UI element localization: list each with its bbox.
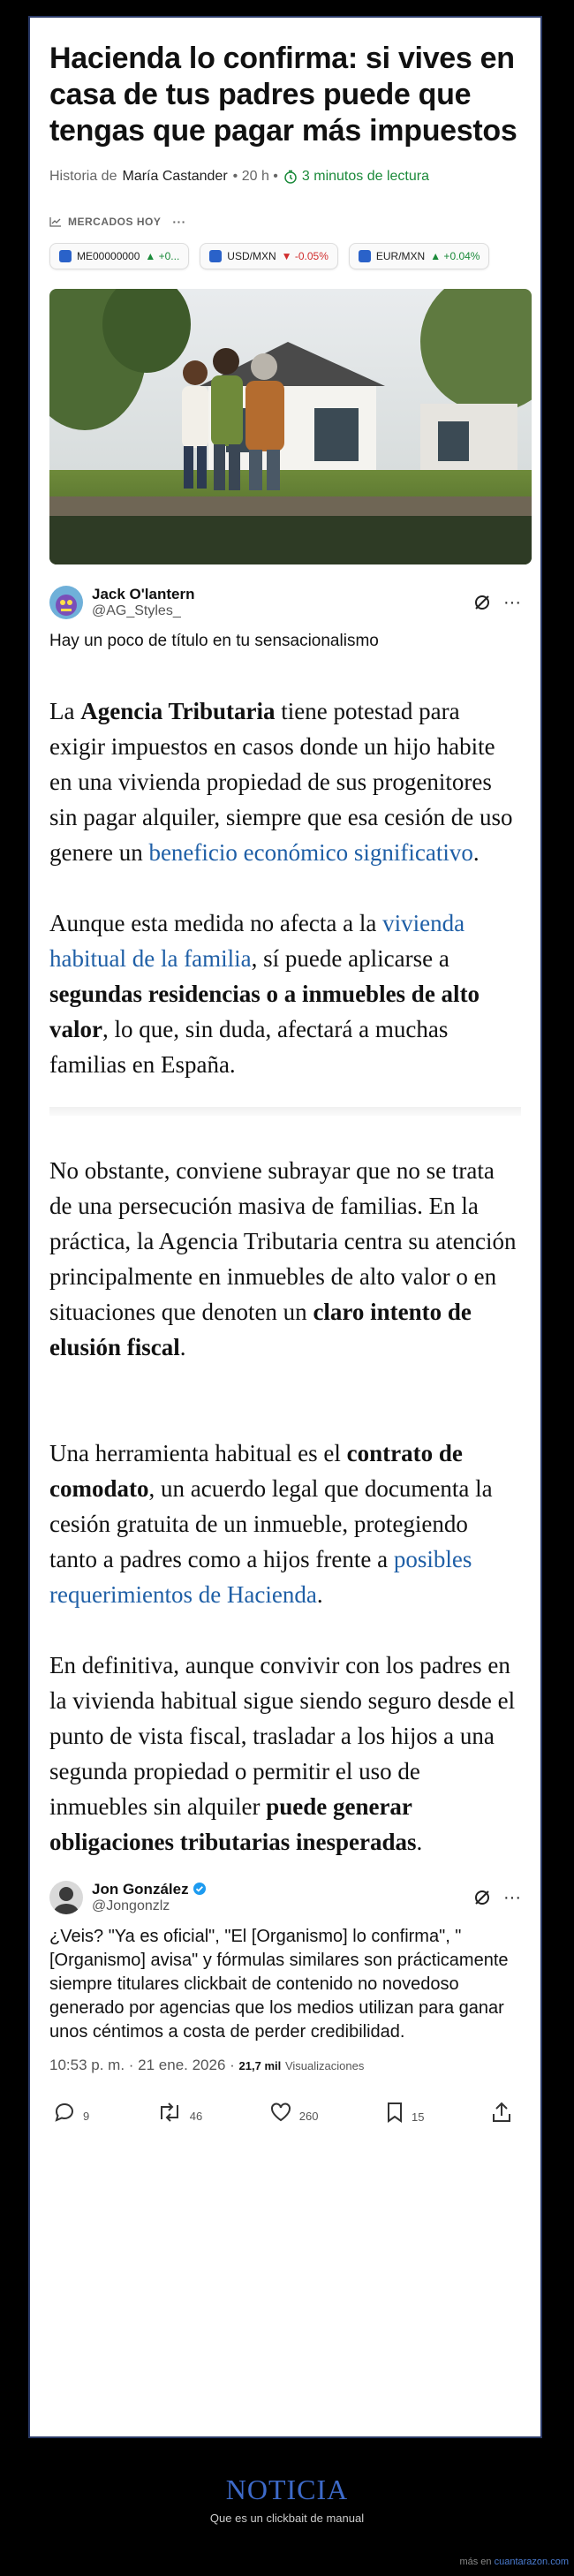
ticker-symbol: ME00000000 bbox=[77, 250, 140, 262]
ticker-symbol: EUR/MXN bbox=[375, 250, 426, 262]
post-subtitle: Que es un clickbait de manual bbox=[209, 2512, 365, 2525]
post-category[interactable]: NOTICIA bbox=[225, 2474, 349, 2505]
user-handle[interactable]: @Jongonzlz bbox=[92, 1898, 170, 1913]
retweet-icon bbox=[156, 2102, 183, 2123]
ticker-chart-icon bbox=[209, 250, 222, 262]
tweet-jon bbox=[30, 1881, 540, 2124]
paragraph bbox=[49, 1648, 521, 1860]
tweet-actions bbox=[49, 2101, 521, 2124]
avatar[interactable] bbox=[49, 1881, 83, 1914]
tweet-meta bbox=[49, 2057, 521, 2074]
bold-text: claro intento de elusión fiscal bbox=[49, 1299, 472, 1360]
paragraph bbox=[49, 693, 521, 870]
clock-icon bbox=[283, 170, 298, 184]
text-span: , un acuerdo legal que documenta la cesión gratuita de un inmueble, protegiendo tanto a padres como a hijos frente a bbox=[49, 1475, 493, 1572]
article-body bbox=[30, 693, 540, 1082]
bookmark-icon bbox=[385, 2101, 404, 2124]
ticker-change: ▲ +0... bbox=[145, 250, 180, 262]
tweet-text: Hay un poco de título en tu sensacionalismo bbox=[49, 632, 379, 650]
retweet-button[interactable] bbox=[156, 2102, 202, 2123]
verified-badge-icon bbox=[193, 1882, 207, 1896]
display-name[interactable]: Jack O'lantern bbox=[92, 586, 195, 602]
more-dots-icon[interactable]: ··· bbox=[172, 215, 186, 229]
tweet-header-actions bbox=[473, 1888, 521, 1908]
tweet-author bbox=[92, 586, 473, 619]
text-span: . bbox=[179, 1334, 186, 1360]
ticker-change: ▼ -0.05% bbox=[281, 250, 329, 262]
text-span: No obstante, conviene subrayar que no se trata de una persecución masiva de familias. En la práctica, la Agencia Tributaria centra su atención principalmente en inmuebles de alto valor o en situaciones que denoten un bbox=[49, 1157, 517, 1325]
reply-icon bbox=[53, 2102, 76, 2123]
read-time-label: 3 minutos de lectura bbox=[301, 169, 429, 184]
text-span: , lo que, sin duda, afectará a muchas familias en España. bbox=[49, 1016, 449, 1078]
avatar[interactable] bbox=[49, 586, 83, 619]
views-count: 21,7 mil bbox=[238, 2059, 282, 2072]
article-hero-image bbox=[49, 289, 532, 564]
section-divider bbox=[49, 1107, 521, 1116]
screenshot-frame bbox=[28, 16, 542, 2438]
article-headline: Hacienda lo confirma: si vives en casa de tus padres puede que tengas que pagar más impuestos bbox=[49, 42, 517, 148]
footer-prefix: más en bbox=[459, 2557, 492, 2567]
site-footer bbox=[459, 2557, 569, 2567]
tweet-header bbox=[49, 1881, 521, 1914]
markets-section bbox=[49, 215, 521, 269]
read-time bbox=[283, 169, 429, 185]
bold-text: segundas residencias o a inmuebles de alto valor bbox=[49, 981, 480, 1042]
paragraph bbox=[49, 1436, 521, 1612]
text-span: La bbox=[49, 698, 81, 724]
inline-link[interactable]: beneficio económico significativo bbox=[148, 839, 473, 866]
ticker-chip[interactable] bbox=[349, 243, 490, 269]
bold-text: Agencia Tributaria bbox=[80, 698, 276, 724]
bold-text: contrato de comodato bbox=[49, 1440, 463, 1502]
text-span: Una herramienta habitual es el bbox=[49, 1440, 347, 1466]
inline-link[interactable]: vivienda habitual de la familia bbox=[49, 910, 465, 972]
grok-icon[interactable] bbox=[473, 594, 491, 611]
user-handle[interactable]: @AG_Styles_ bbox=[92, 603, 181, 618]
article-body-continued bbox=[30, 1153, 540, 1860]
author-name[interactable]: María Castander bbox=[122, 169, 228, 184]
family-house-photo bbox=[49, 289, 532, 564]
tweet-author bbox=[92, 1881, 473, 1914]
publish-time: • 20 h • bbox=[232, 169, 278, 184]
tweet-jack bbox=[30, 586, 540, 653]
share-button[interactable] bbox=[491, 2101, 512, 2124]
text-span: tiene potestad para exigir impuestos en casos donde un hijo habite en una vivienda propiedad de sus progenitores sin pagar alquiler, siempre que esa cesión de uso genere un bbox=[49, 698, 513, 866]
text-span: Aunque esta medida no afecta a la bbox=[49, 910, 383, 936]
grok-icon[interactable] bbox=[473, 1889, 491, 1906]
like-count: 260 bbox=[298, 2110, 319, 2123]
ticker-list bbox=[49, 243, 521, 269]
chart-line-icon bbox=[49, 216, 62, 227]
text-span: . bbox=[316, 1581, 323, 1608]
ticker-chip[interactable] bbox=[200, 243, 338, 269]
views-label: Visualizaciones bbox=[284, 2059, 365, 2072]
text-span: . bbox=[416, 1829, 423, 1855]
byline bbox=[49, 169, 521, 185]
ticker-change: ▲ +0.04% bbox=[430, 250, 480, 262]
post-caption bbox=[0, 2474, 574, 2525]
user-avatar-icon bbox=[49, 1881, 83, 1914]
bold-text: puede generar obligaciones tributarias inesperadas bbox=[49, 1793, 417, 1855]
tweet-header bbox=[49, 586, 521, 619]
ticker-chart-icon bbox=[359, 250, 371, 262]
heart-icon bbox=[269, 2102, 292, 2123]
tweet-text: ¿Veis? "Ya es oficial", "El [Organismo] lo confirma", "[Organismo] avisa" y fórmulas similares son prácticamente siempre titulares clickbait de contenido no novedoso generado por agencias que los medios utilizan para ganar unos céntimos a costa de perder credibilidad. bbox=[49, 1927, 509, 2042]
text-span: . bbox=[472, 839, 480, 866]
pumpkin-avatar-icon bbox=[49, 586, 83, 619]
share-icon bbox=[491, 2101, 512, 2124]
display-name[interactable]: Jon González bbox=[92, 1881, 189, 1898]
bookmark-count: 15 bbox=[412, 2110, 425, 2124]
like-button[interactable] bbox=[269, 2102, 319, 2123]
tweet-header-actions bbox=[473, 593, 521, 613]
retweet-count: 46 bbox=[189, 2110, 203, 2123]
text-span: En definitiva, aunque convivir con los padres en la vivienda habitual sigue siendo seguro desde el punto de vista fiscal, trasladar a los hijos a una segunda propiedad o permitir el uso de inmuebles sin alquiler bbox=[49, 1652, 516, 1820]
reply-button[interactable] bbox=[53, 2102, 89, 2123]
byline-prefix: Historia de bbox=[49, 169, 117, 184]
inline-link[interactable]: posibles requerimientos de Hacienda bbox=[49, 1546, 472, 1608]
ticker-chip[interactable] bbox=[49, 243, 189, 269]
markets-title-label: MERCADOS HOY bbox=[68, 216, 162, 228]
site-link[interactable]: cuantarazon.com bbox=[494, 2557, 569, 2567]
markets-title bbox=[49, 215, 521, 229]
reply-count: 9 bbox=[83, 2110, 90, 2123]
ticker-symbol: USD/MXN bbox=[227, 250, 276, 262]
ticker-chart-icon bbox=[59, 250, 72, 262]
display-name-row bbox=[92, 1881, 473, 1898]
paragraph bbox=[49, 1153, 521, 1365]
text-span: , sí puede aplicarse a bbox=[251, 945, 449, 972]
paragraph bbox=[49, 905, 521, 1082]
bookmark-button[interactable] bbox=[385, 2101, 424, 2124]
more-options-icon[interactable]: ··· bbox=[503, 1887, 521, 1907]
tweet-timestamp[interactable]: 10:53 p. m. · 21 ene. 2026 · bbox=[49, 2057, 235, 2073]
more-options-icon[interactable]: ··· bbox=[503, 592, 521, 612]
article-header bbox=[30, 18, 540, 269]
